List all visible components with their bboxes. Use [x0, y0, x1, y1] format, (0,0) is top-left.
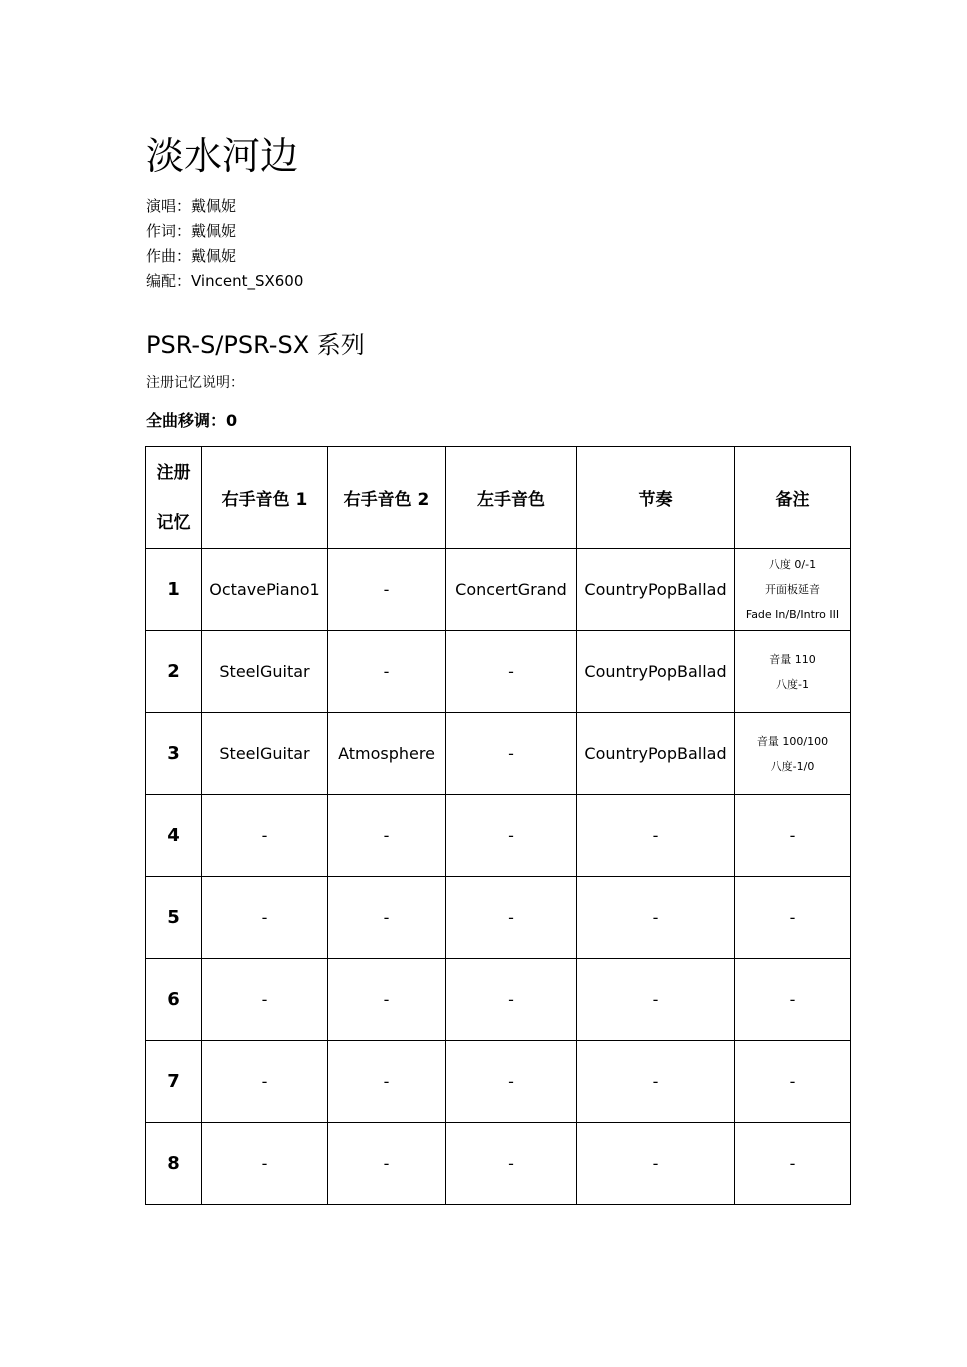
cell-right-voice-1: OctavePiano1 [202, 549, 328, 631]
header-right-voice-2: 右手音色 2 [328, 447, 446, 549]
cell-notes [735, 631, 851, 713]
header-registration [146, 447, 202, 549]
cell-registration-number: 3 [146, 713, 202, 795]
note-line: 音量 100/100 [756, 734, 829, 748]
table-header-row [146, 447, 851, 549]
cell-rhythm: CountryPopBallad [577, 549, 735, 631]
note-line: 八度 0/-1 [768, 558, 817, 571]
cell-notes [735, 1123, 851, 1205]
note-line: 八度-1/0 [770, 759, 815, 773]
cell-left-voice: - [446, 1123, 577, 1205]
cell-left-voice: ConcertGrand [446, 549, 577, 631]
cell-rhythm: - [577, 1123, 735, 1205]
cell-right-voice-2: - [328, 549, 446, 631]
credit-singer: 演唱：戴佩妮 [146, 197, 237, 215]
header-right-voice-1: 右手音色 1 [202, 447, 328, 549]
header-registration-line1: 注册 [156, 462, 191, 483]
cell-right-voice-1: SteelGuitar [202, 631, 328, 713]
table-row [146, 1123, 851, 1205]
header-notes: 备注 [735, 447, 851, 549]
cell-right-voice-2: - [328, 1041, 446, 1123]
cell-registration-number: 5 [146, 877, 202, 959]
table-row [146, 959, 851, 1041]
series-title: PSR-S/PSR-SX 系列 [146, 331, 365, 359]
cell-right-voice-1: - [202, 1041, 328, 1123]
cell-left-voice: - [446, 877, 577, 959]
cell-notes [735, 549, 851, 631]
credit-composer: 作曲：戴佩妮 [146, 247, 237, 265]
table-row [146, 549, 851, 631]
cell-notes [735, 713, 851, 795]
table-row [146, 631, 851, 713]
cell-right-voice-2: Atmosphere [328, 713, 446, 795]
cell-right-voice-2: - [328, 631, 446, 713]
credit-arranger: 编配：Vincent_SX600 [146, 272, 304, 290]
note-line: - [789, 826, 796, 845]
table-row [146, 795, 851, 877]
cell-left-voice: - [446, 795, 577, 877]
registration-table [145, 446, 851, 1205]
cell-rhythm: - [577, 959, 735, 1041]
song-title: 淡水河边 [146, 134, 299, 178]
table-row [146, 713, 851, 795]
cell-left-voice: - [446, 959, 577, 1041]
cell-right-voice-1: SteelGuitar [202, 713, 328, 795]
cell-rhythm: - [577, 877, 735, 959]
cell-registration-number: 8 [146, 1123, 202, 1205]
transpose-info: 全曲移调：0 [146, 411, 238, 430]
cell-notes [735, 795, 851, 877]
cell-rhythm: CountryPopBallad [577, 631, 735, 713]
cell-right-voice-1: - [202, 795, 328, 877]
table-body [146, 549, 851, 1205]
note-line: - [789, 1154, 796, 1173]
note-line: 开面板延音 [765, 583, 820, 596]
cell-rhythm: - [577, 795, 735, 877]
cell-right-voice-1: - [202, 877, 328, 959]
cell-notes [735, 959, 851, 1041]
note-line: 八度-1 [776, 677, 809, 691]
cell-right-voice-1: - [202, 1123, 328, 1205]
cell-registration-number: 7 [146, 1041, 202, 1123]
header-registration-line2: 记忆 [156, 512, 191, 533]
note-line: - [789, 990, 796, 1009]
cell-right-voice-2: - [328, 959, 446, 1041]
cell-notes [735, 877, 851, 959]
note-line: 音量 110 [769, 652, 816, 666]
cell-notes [735, 1041, 851, 1123]
note-line: - [789, 908, 796, 927]
cell-rhythm: - [577, 1041, 735, 1123]
credit-lyricist: 作词：戴佩妮 [146, 222, 237, 240]
cell-right-voice-1: - [202, 959, 328, 1041]
note-line: Fade In/B/Intro III [745, 608, 840, 621]
header-rhythm: 节奏 [577, 447, 735, 549]
cell-right-voice-2: - [328, 795, 446, 877]
note-line: - [789, 1072, 796, 1091]
table-row [146, 877, 851, 959]
table-row [146, 1041, 851, 1123]
cell-registration-number: 6 [146, 959, 202, 1041]
cell-registration-number: 4 [146, 795, 202, 877]
cell-right-voice-2: - [328, 1123, 446, 1205]
registration-description: 注册记忆说明： [146, 375, 244, 391]
cell-right-voice-2: - [328, 877, 446, 959]
cell-left-voice: - [446, 631, 577, 713]
cell-registration-number: 2 [146, 631, 202, 713]
header-left-voice: 左手音色 [446, 447, 577, 549]
cell-rhythm: CountryPopBallad [577, 713, 735, 795]
credits-block [146, 194, 303, 294]
cell-left-voice: - [446, 1041, 577, 1123]
cell-registration-number: 1 [146, 549, 202, 631]
cell-left-voice: - [446, 713, 577, 795]
